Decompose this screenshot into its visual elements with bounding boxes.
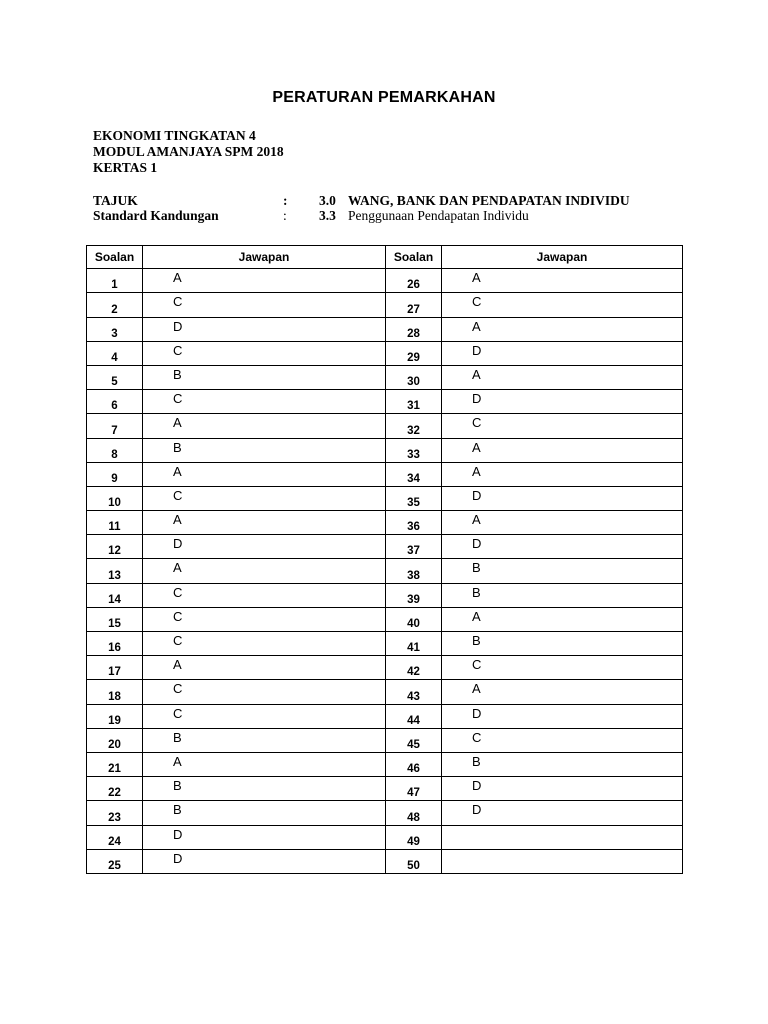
table-row bbox=[87, 825, 683, 849]
answer-cell-text: A bbox=[472, 270, 481, 286]
answer-cell-text: C bbox=[173, 294, 183, 310]
question-number-text: 37 bbox=[407, 545, 420, 558]
answer-cell bbox=[442, 269, 683, 293]
answer-cell-text: D bbox=[472, 342, 482, 358]
answer-cell bbox=[143, 269, 386, 293]
answer-cell-text: C bbox=[173, 681, 183, 697]
answer-cell-text: A bbox=[173, 753, 182, 769]
topic-label: TAJUK bbox=[93, 193, 138, 208]
answer-cell bbox=[143, 293, 386, 317]
subject-line: EKONOMI TINGKATAN 4 bbox=[93, 128, 256, 143]
question-number bbox=[386, 825, 442, 849]
answer-cell bbox=[442, 607, 683, 631]
answer-cell bbox=[442, 414, 683, 438]
topic-number: 3.0 bbox=[319, 193, 336, 208]
answer-cell-text: A bbox=[472, 439, 481, 455]
question-number-text: 39 bbox=[407, 593, 420, 606]
question-number-text: 32 bbox=[407, 424, 420, 437]
table-row bbox=[87, 632, 683, 656]
question-number bbox=[87, 607, 143, 631]
question-number bbox=[386, 535, 442, 559]
question-number-text: 45 bbox=[407, 738, 420, 751]
answer-cell bbox=[442, 365, 683, 389]
answer-cell bbox=[143, 535, 386, 559]
table-row bbox=[87, 486, 683, 510]
answer-cell bbox=[143, 607, 386, 631]
answer-cell-text: C bbox=[173, 487, 183, 503]
question-number bbox=[87, 535, 143, 559]
question-number-text: 24 bbox=[108, 835, 121, 848]
header-soalan-left: Soalan bbox=[87, 246, 143, 269]
answer-cell bbox=[442, 728, 683, 752]
answer-cell-text: C bbox=[173, 342, 183, 358]
answer-cell bbox=[143, 728, 386, 752]
answer-cell bbox=[143, 583, 386, 607]
table-row bbox=[87, 365, 683, 389]
answer-cell-text: D bbox=[173, 318, 183, 334]
answer-cell-text: C bbox=[472, 294, 482, 310]
answer-cell-text: A bbox=[472, 608, 481, 624]
question-number bbox=[386, 390, 442, 414]
answer-cell bbox=[143, 632, 386, 656]
table-row bbox=[87, 438, 683, 462]
question-number-text: 34 bbox=[407, 472, 420, 485]
question-number-text: 25 bbox=[108, 859, 121, 872]
table-row bbox=[87, 269, 683, 293]
answer-cell bbox=[143, 777, 386, 801]
question-number bbox=[386, 414, 442, 438]
answer-cell bbox=[143, 414, 386, 438]
question-number bbox=[386, 317, 442, 341]
question-number-text: 44 bbox=[407, 714, 420, 727]
question-number-text: 10 bbox=[108, 497, 121, 510]
answer-cell bbox=[442, 438, 683, 462]
question-number-text: 47 bbox=[407, 787, 420, 800]
answer-cell-text: B bbox=[472, 560, 481, 576]
question-number bbox=[386, 462, 442, 486]
question-number-text: 31 bbox=[407, 400, 420, 413]
answer-cell-text: A bbox=[173, 270, 182, 286]
table-row bbox=[87, 777, 683, 801]
question-number-text: 40 bbox=[407, 618, 420, 630]
question-number-text: 13 bbox=[108, 569, 121, 582]
answer-cell-text: B bbox=[173, 778, 182, 794]
table-row bbox=[87, 317, 683, 341]
answer-cell bbox=[143, 511, 386, 535]
question-number bbox=[386, 438, 442, 462]
answer-cell bbox=[143, 317, 386, 341]
question-number bbox=[87, 511, 143, 535]
standard-label: Standard Kandungan bbox=[93, 208, 219, 223]
question-number bbox=[87, 656, 143, 680]
question-number-text: 46 bbox=[407, 763, 420, 776]
question-number bbox=[386, 607, 442, 631]
question-number bbox=[386, 752, 442, 776]
question-number-text: 30 bbox=[407, 376, 420, 389]
answer-cell-text: B bbox=[173, 802, 182, 818]
table-header-row bbox=[87, 246, 683, 269]
answer-cell bbox=[442, 849, 683, 873]
question-number bbox=[87, 752, 143, 776]
answer-cell-text: C bbox=[472, 415, 482, 431]
answer-cell-text: D bbox=[173, 826, 183, 842]
question-number-text: 36 bbox=[407, 521, 420, 534]
answer-cell bbox=[143, 825, 386, 849]
question-number-text: 23 bbox=[108, 811, 121, 824]
question-number-text: 22 bbox=[108, 787, 121, 800]
question-number bbox=[87, 438, 143, 462]
answer-cell bbox=[442, 293, 683, 317]
question-number-text: 20 bbox=[108, 738, 121, 751]
answer-cell bbox=[442, 486, 683, 510]
answer-cell bbox=[442, 632, 683, 656]
question-number-text: 18 bbox=[108, 690, 121, 703]
question-number bbox=[87, 777, 143, 801]
question-number bbox=[386, 632, 442, 656]
table-row bbox=[87, 704, 683, 728]
answer-cell-text: D bbox=[472, 487, 482, 503]
table-row bbox=[87, 680, 683, 704]
question-number bbox=[386, 293, 442, 317]
question-number bbox=[386, 704, 442, 728]
answer-cell bbox=[143, 801, 386, 825]
question-number bbox=[87, 293, 143, 317]
answer-cell-text: A bbox=[472, 681, 481, 697]
question-number bbox=[386, 269, 442, 293]
question-number bbox=[87, 486, 143, 510]
answer-cell-text: A bbox=[173, 415, 182, 431]
question-number bbox=[87, 269, 143, 293]
answer-cell bbox=[143, 752, 386, 776]
answer-cell bbox=[442, 511, 683, 535]
table-row bbox=[87, 293, 683, 317]
table-row bbox=[87, 341, 683, 365]
table-row bbox=[87, 511, 683, 535]
question-number-text: 41 bbox=[407, 642, 420, 655]
question-number-text: 17 bbox=[108, 666, 121, 679]
question-number bbox=[87, 317, 143, 341]
answer-cell bbox=[143, 365, 386, 389]
question-number bbox=[87, 414, 143, 438]
answer-cell bbox=[442, 341, 683, 365]
question-number-text: 42 bbox=[407, 666, 420, 679]
answer-cell-text: C bbox=[173, 584, 183, 600]
answer-cell bbox=[143, 390, 386, 414]
question-number bbox=[386, 728, 442, 752]
answer-cell bbox=[143, 341, 386, 365]
table-row bbox=[87, 849, 683, 873]
answer-cell-text: A bbox=[472, 463, 481, 479]
answer-cell-text: B bbox=[472, 633, 481, 648]
answer-cell bbox=[442, 583, 683, 607]
answer-cell bbox=[143, 849, 386, 873]
question-number-text: 15 bbox=[108, 618, 121, 630]
question-number bbox=[87, 583, 143, 607]
table-row bbox=[87, 656, 683, 680]
standard-number: 3.3 bbox=[319, 208, 336, 223]
standard-value: Penggunaan Pendapatan Individu bbox=[348, 208, 529, 223]
answer-cell bbox=[442, 777, 683, 801]
question-number-text: 26 bbox=[407, 279, 420, 292]
question-number bbox=[87, 462, 143, 486]
question-number bbox=[87, 559, 143, 583]
question-number-text: 7 bbox=[111, 424, 118, 437]
question-number-text: 38 bbox=[407, 569, 420, 582]
question-number bbox=[87, 728, 143, 752]
answer-cell bbox=[143, 462, 386, 486]
answer-cell bbox=[442, 462, 683, 486]
question-number-text: 21 bbox=[108, 763, 121, 776]
question-number-text: 16 bbox=[108, 642, 121, 655]
table-row bbox=[87, 728, 683, 752]
question-number-text: 2 bbox=[111, 303, 118, 316]
answer-cell-text: D bbox=[472, 778, 482, 794]
answer-cell bbox=[143, 438, 386, 462]
question-number bbox=[386, 680, 442, 704]
answer-cell-text: B bbox=[173, 729, 182, 745]
question-number bbox=[87, 365, 143, 389]
question-number-text: 9 bbox=[111, 472, 118, 485]
answer-table-body bbox=[87, 269, 683, 874]
question-number bbox=[386, 777, 442, 801]
question-number bbox=[87, 632, 143, 656]
answer-cell bbox=[442, 656, 683, 680]
question-number-text: 27 bbox=[407, 303, 420, 316]
module-line: MODUL AMANJAYA SPM 2018 bbox=[93, 144, 284, 159]
answer-cell bbox=[442, 752, 683, 776]
table-row bbox=[87, 462, 683, 486]
answer-cell-text: C bbox=[472, 729, 482, 745]
question-number-text: 12 bbox=[108, 545, 121, 558]
question-number-text: 1 bbox=[111, 279, 118, 292]
standard-colon: : bbox=[283, 208, 287, 223]
answer-cell bbox=[143, 559, 386, 583]
question-number bbox=[87, 825, 143, 849]
question-number bbox=[386, 801, 442, 825]
answer-cell-text: A bbox=[472, 366, 481, 382]
answer-cell bbox=[143, 704, 386, 728]
question-number bbox=[386, 656, 442, 680]
question-number-text: 49 bbox=[407, 835, 420, 848]
question-number-text: 11 bbox=[108, 521, 121, 534]
topic-value: WANG, BANK DAN PENDAPATAN INDIVIDU bbox=[348, 193, 630, 208]
question-number-text: 19 bbox=[108, 714, 121, 727]
answer-cell-text: C bbox=[472, 657, 482, 673]
question-number bbox=[87, 704, 143, 728]
question-number-text: 29 bbox=[407, 351, 420, 364]
question-number bbox=[386, 583, 442, 607]
question-number-text: 3 bbox=[111, 327, 118, 340]
answer-cell-text: A bbox=[173, 463, 182, 479]
answer-cell-text: D bbox=[173, 536, 183, 552]
answer-cell-text: A bbox=[472, 318, 481, 334]
answer-cell-text: C bbox=[173, 633, 183, 648]
question-number bbox=[87, 390, 143, 414]
answer-cell-text: D bbox=[472, 391, 482, 407]
answer-cell bbox=[442, 825, 683, 849]
question-number-text: 35 bbox=[407, 497, 420, 510]
answer-table bbox=[86, 245, 683, 874]
answer-cell-text: B bbox=[173, 366, 182, 382]
question-number-text: 5 bbox=[111, 376, 118, 389]
question-number-text: 14 bbox=[108, 593, 121, 606]
question-number-text: 48 bbox=[407, 811, 420, 824]
table-row bbox=[87, 390, 683, 414]
table-row bbox=[87, 414, 683, 438]
question-number bbox=[87, 801, 143, 825]
answer-cell-text: C bbox=[173, 391, 183, 407]
paper-line: KERTAS 1 bbox=[93, 160, 158, 175]
answer-cell bbox=[143, 486, 386, 510]
answer-cell-text: A bbox=[173, 512, 182, 528]
answer-cell-text: D bbox=[472, 536, 482, 552]
question-number-text: 43 bbox=[407, 690, 420, 703]
answer-cell bbox=[442, 390, 683, 414]
answer-cell-text: A bbox=[472, 512, 481, 528]
question-number bbox=[87, 849, 143, 873]
question-number bbox=[386, 559, 442, 583]
header-jawapan-right: Jawapan bbox=[442, 246, 683, 269]
answer-cell-text: B bbox=[173, 439, 182, 455]
answer-cell bbox=[442, 680, 683, 704]
answer-cell-text: A bbox=[173, 560, 182, 576]
answer-cell-text: D bbox=[472, 802, 482, 818]
table-row bbox=[87, 752, 683, 776]
question-number bbox=[386, 341, 442, 365]
question-number-text: 33 bbox=[407, 448, 420, 461]
question-number bbox=[87, 680, 143, 704]
question-number bbox=[386, 365, 442, 389]
answer-cell bbox=[442, 559, 683, 583]
table-row bbox=[87, 583, 683, 607]
header-jawapan-left: Jawapan bbox=[143, 246, 386, 269]
answer-cell-text: D bbox=[173, 850, 183, 866]
table-row bbox=[87, 535, 683, 559]
answer-cell-text: C bbox=[173, 608, 183, 624]
table-row bbox=[87, 559, 683, 583]
question-number bbox=[87, 341, 143, 365]
answer-cell bbox=[143, 656, 386, 680]
answer-cell-text: D bbox=[472, 705, 482, 721]
topic-colon: : bbox=[283, 193, 288, 208]
question-number-text: 8 bbox=[111, 448, 118, 461]
answer-cell bbox=[442, 317, 683, 341]
document-header bbox=[93, 128, 284, 176]
answer-cell-text: A bbox=[173, 657, 182, 673]
header-soalan-right: Soalan bbox=[386, 246, 442, 269]
answer-cell bbox=[442, 535, 683, 559]
question-number-text: 50 bbox=[407, 859, 420, 872]
question-number-text: 6 bbox=[111, 400, 118, 413]
answer-cell bbox=[442, 801, 683, 825]
answer-cell-text: B bbox=[472, 753, 481, 769]
answer-cell bbox=[442, 704, 683, 728]
page-title: PERATURAN PEMARKAHAN bbox=[272, 89, 496, 106]
question-number bbox=[386, 486, 442, 510]
table-row bbox=[87, 801, 683, 825]
answer-cell-text: B bbox=[472, 584, 481, 600]
question-number-text: 28 bbox=[407, 327, 420, 340]
table-row bbox=[87, 607, 683, 631]
answer-cell-text: C bbox=[173, 705, 183, 721]
question-number bbox=[386, 511, 442, 535]
answer-cell bbox=[143, 680, 386, 704]
question-number bbox=[386, 849, 442, 873]
question-number-text: 4 bbox=[111, 351, 118, 364]
